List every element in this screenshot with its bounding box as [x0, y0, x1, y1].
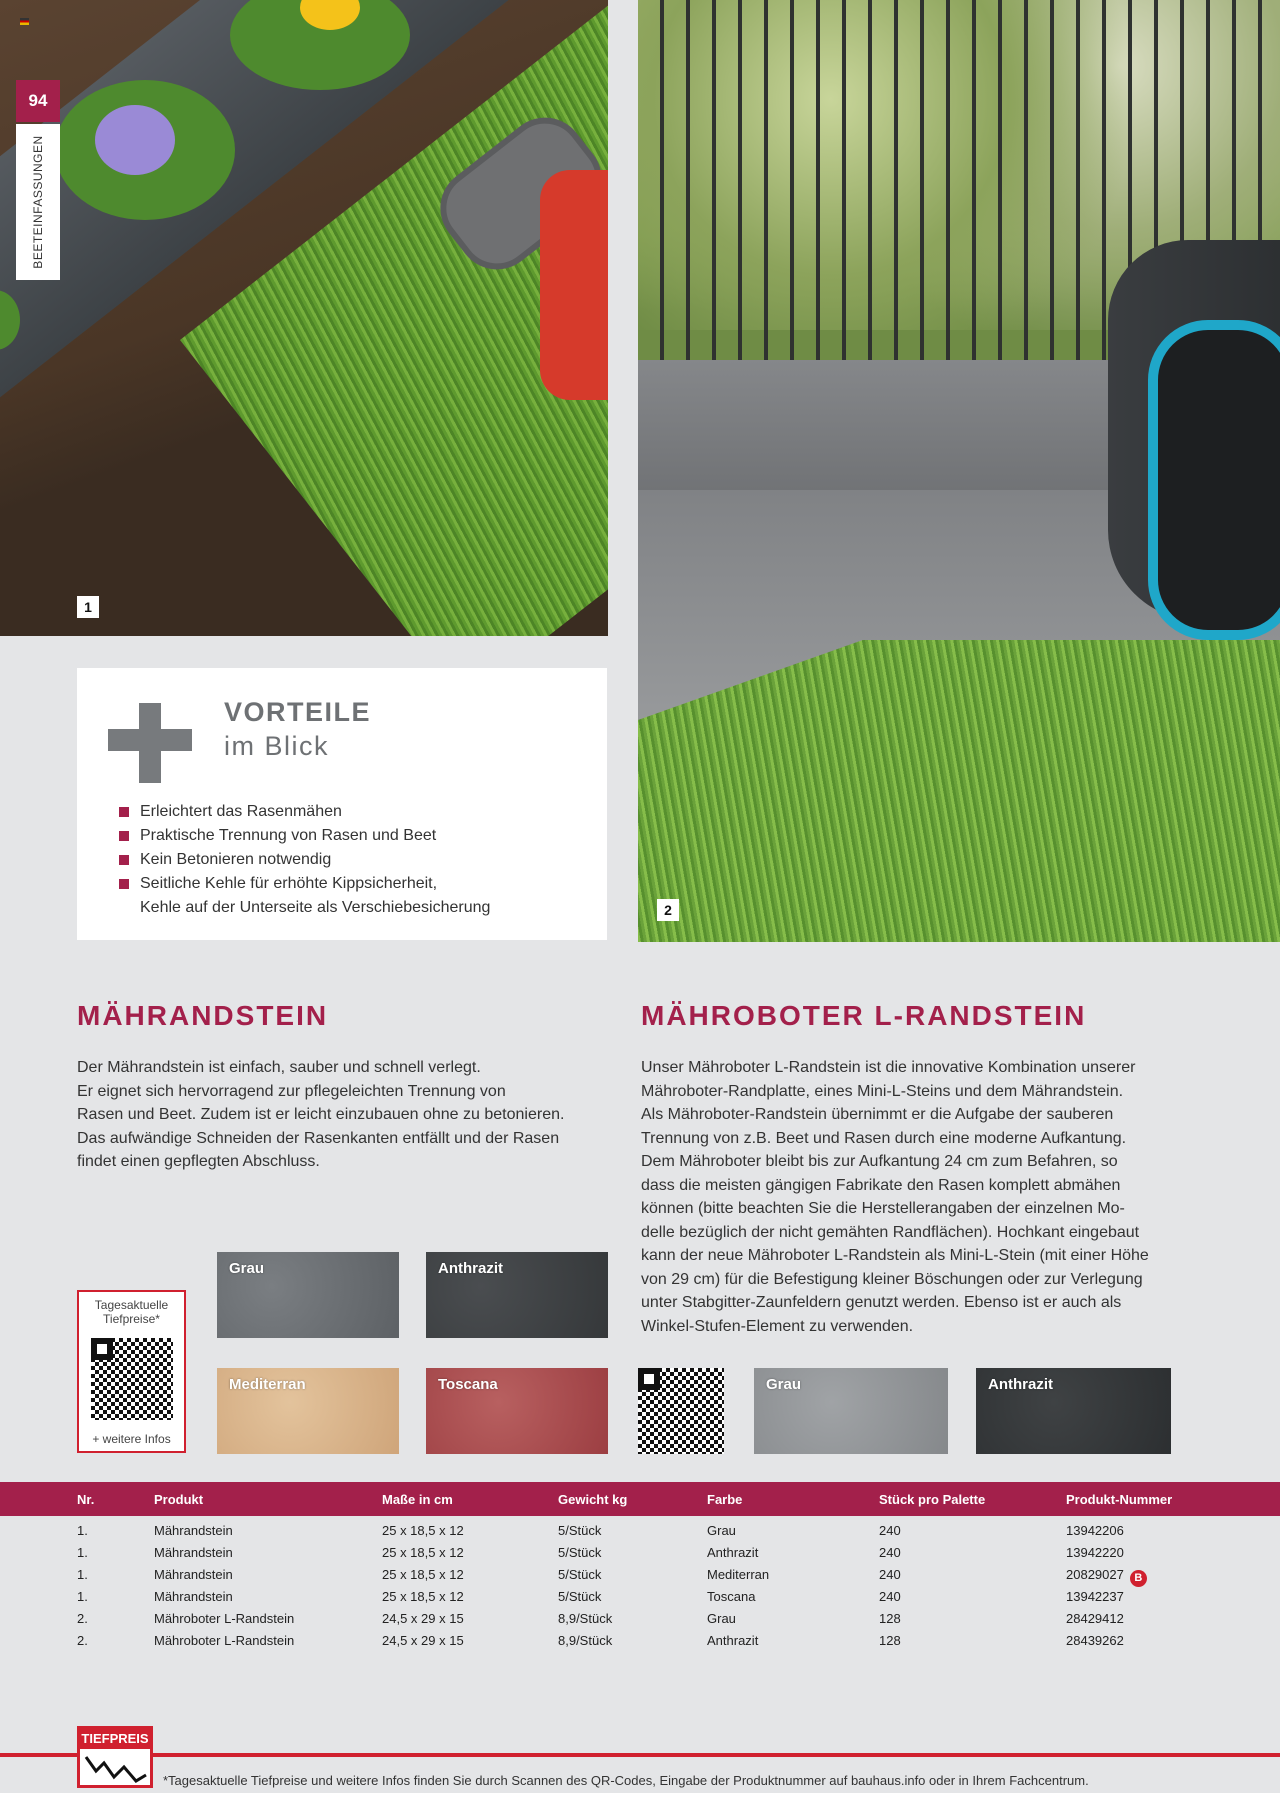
text-line: Der Mährandstein ist einfach, sauber und schnell verlegt. [77, 1059, 481, 1076]
advantages-list [119, 800, 490, 920]
advantages-title: VORTEILE [224, 697, 372, 727]
cell: 1. [77, 1523, 88, 1538]
list-item: Kein Betonieren notwendig [119, 848, 490, 872]
swatch-label: Grau [766, 1376, 802, 1393]
advantages-subtitle: im Blick [224, 731, 329, 761]
cell: Anthrazit [707, 1633, 759, 1648]
cell: 8,9/Stück [558, 1633, 613, 1648]
product1-description [77, 1056, 564, 1174]
table-row [0, 1564, 1280, 1586]
section-label: BEETEINFASSUNGEN [31, 135, 45, 269]
cell: 5/Stück [558, 1567, 602, 1582]
text-line: Mähroboter-Randplatte, eines Mini-L-Steins und dem Mährandstein. [641, 1082, 1124, 1100]
text-line: können (bitte beachten Sie die Herstellerangaben der einzelnen Mo- [641, 1200, 1125, 1217]
text-line: Unser Mähroboter L-Randstein ist die innovative Kombination unserer [641, 1059, 1136, 1076]
cell: 28429412 [1066, 1611, 1124, 1626]
col-farbe: Farbe [707, 1492, 743, 1507]
cell: 24,5 x 29 x 15 [382, 1611, 464, 1626]
table-row [0, 1520, 1280, 1542]
photo-maehroboter-l-randstein [638, 0, 1280, 942]
text-line: Er eignet sich hervorragend zur pflegeleichten Trennung von [77, 1082, 506, 1100]
flag-icon [20, 18, 29, 25]
cell: 25 x 18,5 x 12 [382, 1567, 464, 1582]
cell: 2. [77, 1633, 88, 1648]
cell: Anthrazit [707, 1545, 759, 1560]
cell: Toscana [707, 1589, 756, 1604]
cell-with-badge [1066, 1567, 1147, 1587]
col-masse: Maße in cm [382, 1492, 453, 1507]
qr-code-icon[interactable] [638, 1368, 724, 1454]
cell: 20829027 [1066, 1567, 1124, 1582]
section-tab [16, 124, 60, 280]
swatch-mediterran [217, 1368, 399, 1454]
col-nr: Nr. [77, 1492, 95, 1507]
text-line: delle bezüglich der nicht gemähten Randflächen). Hochkant eingebaut [641, 1223, 1140, 1241]
table-body [0, 1520, 1280, 1660]
cell: 25 x 18,5 x 12 [382, 1589, 464, 1604]
col-produkt: Produkt [154, 1492, 204, 1507]
text-line: von 29 cm) für die Befestigung kleiner Böschungen oder zur Verlegung [641, 1270, 1143, 1288]
text-line: Trennung von z.B. Beet und Rasen durch eine moderne Aufkantung. [641, 1129, 1127, 1147]
tiefpreis-badge [77, 1726, 153, 1788]
cell: Mediterran [707, 1567, 770, 1582]
qr-more-info: + weitere Infos [92, 1432, 171, 1446]
table-header [0, 1482, 1280, 1516]
table-row [0, 1542, 1280, 1564]
swatch-label: Anthrazit [438, 1260, 503, 1277]
cell: 240 [879, 1523, 901, 1538]
col-stueck: Stück pro Palette [879, 1492, 986, 1507]
cell: 1. [77, 1545, 88, 1560]
advantages-box [77, 668, 607, 940]
text-line: kann der neue Mähroboter L-Randstein als Mini-L-Stein (mit einer Höhe [641, 1247, 1149, 1264]
text-line: Rasen und Beet. Zudem ist er leicht einzubauen ohne zu betonieren. [77, 1106, 565, 1123]
bauhaus-badge-icon: B [1130, 1570, 1147, 1587]
text-line: dass die meisten gängigen Fabrikate den Rasen komplett abmähen [641, 1176, 1121, 1194]
cell: 240 [879, 1545, 901, 1560]
cell: 28439262 [1066, 1633, 1124, 1648]
cell: 5/Stück [558, 1589, 602, 1604]
swatch-toscana [426, 1368, 608, 1454]
text-line: Dem Mähroboter bleibt bis zur Aufkantung 24 cm zum Befahren, so [641, 1153, 1118, 1170]
text-line: Winkel-Stufen-Element zu verwenden. [641, 1317, 914, 1335]
cell: 24,5 x 29 x 15 [382, 1633, 464, 1648]
cell: 25 x 18,5 x 12 [382, 1523, 464, 1538]
cell: 240 [879, 1567, 901, 1582]
cell: 8,9/Stück [558, 1611, 613, 1626]
swatch-grau [754, 1368, 948, 1454]
list-item: Praktische Trennung von Rasen und Beet [119, 824, 490, 848]
text-line: unter Stabgitter-Zaunfeldern genutzt werden. Ebenso ist er auch als [641, 1294, 1122, 1311]
cell: 13942237 [1066, 1589, 1124, 1604]
plus-icon-vertical [139, 703, 161, 783]
table-row [0, 1586, 1280, 1608]
cell: 240 [879, 1589, 901, 1604]
cell: Mährandstein [154, 1589, 233, 1604]
qr-code-box[interactable] [77, 1290, 186, 1453]
swatch-anthrazit [426, 1252, 608, 1338]
qr-caption: Tagesaktuelle Tiefpreise* [94, 1298, 169, 1326]
cell: Mähroboter L-Randstein [154, 1633, 295, 1648]
cell: Mähroboter L-Randstein [154, 1611, 295, 1626]
swatch-grau [217, 1252, 399, 1338]
col-produktnummer: Produkt-Nummer [1066, 1492, 1173, 1507]
list-item: Erleichtert das Rasenmähen [119, 800, 490, 824]
cell: 128 [879, 1611, 901, 1626]
tiefpreis-label: TIEFPREIS [80, 1729, 150, 1749]
text-line: Als Mähroboter-Randstein übernimmt er die Aufgabe der sauberen [641, 1106, 1114, 1123]
cell: Mährandstein [154, 1545, 233, 1560]
cell: Grau [707, 1523, 736, 1538]
product2-title: MÄHROBOTER L-RANDSTEIN [641, 1000, 1087, 1031]
cell: 5/Stück [558, 1545, 602, 1560]
photo-number: 2 [657, 899, 679, 921]
table-row [0, 1630, 1280, 1652]
cell: Mährandstein [154, 1523, 233, 1538]
cell: 1. [77, 1589, 88, 1604]
cell: 1. [77, 1567, 88, 1582]
swatch-label: Mediterran [229, 1376, 306, 1393]
photo-number: 1 [77, 596, 99, 618]
photo-maehrandstein [0, 0, 608, 636]
col-gewicht: Gewicht kg [558, 1492, 628, 1507]
swatch-label: Toscana [438, 1376, 498, 1393]
cell: 2. [77, 1611, 88, 1626]
cell: 128 [879, 1633, 901, 1648]
text-line: findet einen gepflegten Abschluss. [77, 1153, 320, 1170]
swatch-label: Grau [229, 1260, 265, 1277]
cell: 25 x 18,5 x 12 [382, 1545, 464, 1560]
swatch-label: Anthrazit [988, 1376, 1053, 1393]
cell: Mährandstein [154, 1567, 233, 1582]
cell: Grau [707, 1611, 736, 1626]
page-number: 94 [16, 80, 60, 122]
cell: 5/Stück [558, 1523, 602, 1538]
list-item-continuation: Kehle auf der Unterseite als Verschiebesicherung [140, 899, 491, 916]
footer-divider [0, 1753, 1280, 1757]
qr-code-icon[interactable] [91, 1338, 173, 1420]
cell: 13942220 [1066, 1545, 1124, 1560]
footer-note: *Tagesaktuelle Tiefpreise und weitere Infos finden Sie durch Scannen des QR-Codes, Eingabe der Produktnummer auf bauhaus.info oder in Ihrem Fachcentrum. [163, 1773, 1089, 1788]
list-item: Seitliche Kehle für erhöhte Kippsicherheit, [119, 872, 490, 896]
cell: 13942206 [1066, 1523, 1124, 1538]
product2-description [641, 1056, 1149, 1338]
swatch-anthrazit [976, 1368, 1171, 1454]
price-down-chart-icon [84, 1753, 148, 1785]
text-line: Das aufwändige Schneiden der Rasenkanten entfällt und der Rasen [77, 1129, 560, 1147]
table-row [0, 1608, 1280, 1630]
product1-title: MÄHRANDSTEIN [77, 1000, 329, 1031]
